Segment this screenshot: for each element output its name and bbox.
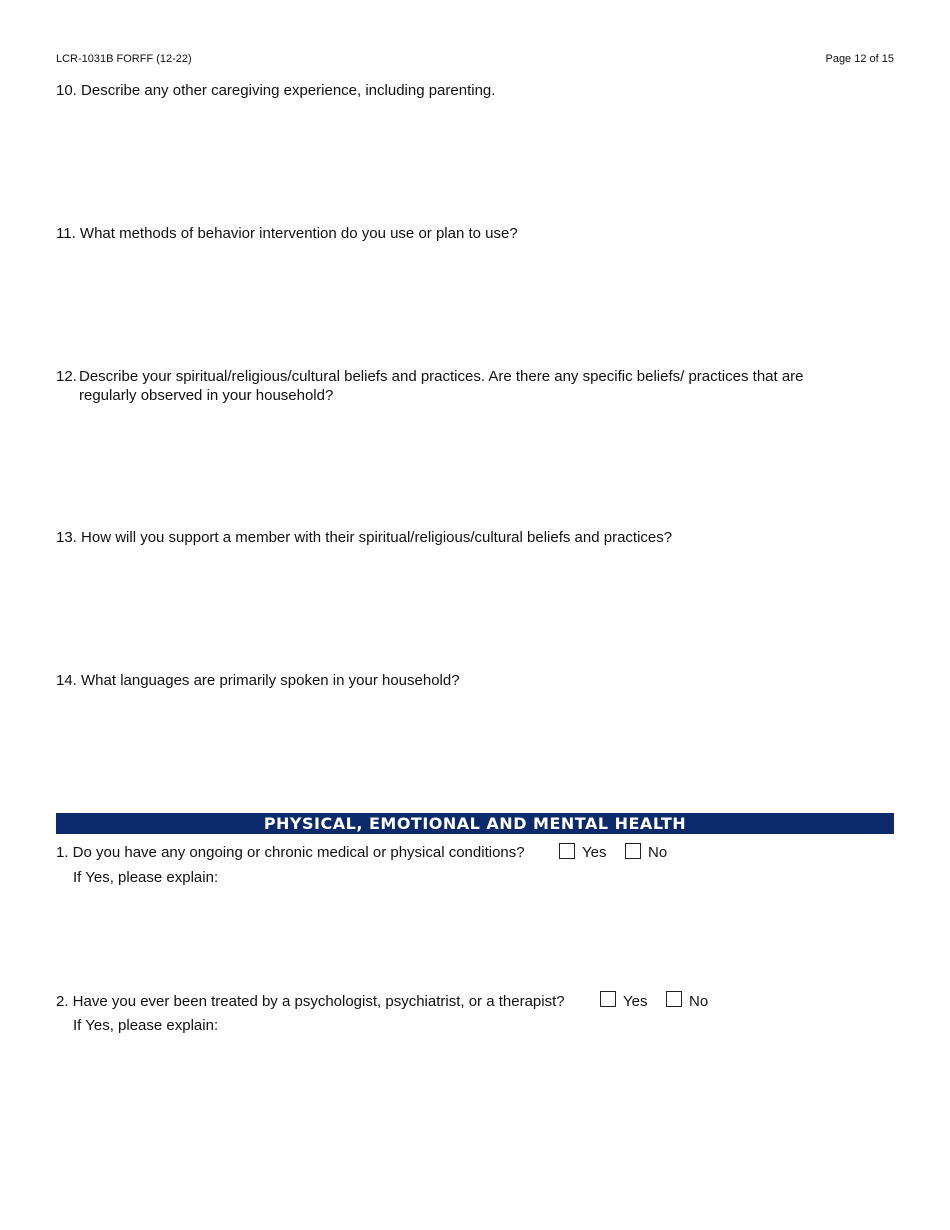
question-12-line2: regularly observed in your household? <box>79 387 334 404</box>
q1-yes-label: Yes <box>582 844 607 861</box>
q2-no-checkbox[interactable] <box>666 991 682 1007</box>
question-11: 11. What methods of behavior intervention do you use or plan to use? <box>56 225 518 242</box>
q1-yes-checkbox[interactable] <box>559 843 575 859</box>
q2-explain-label: If Yes, please explain: <box>73 1017 219 1034</box>
q1-explain-label: If Yes, please explain: <box>73 869 219 886</box>
q1-no-checkbox[interactable] <box>625 843 641 859</box>
page-number: Page 12 of 15 <box>825 53 894 65</box>
q2-yes-checkbox[interactable] <box>600 991 616 1007</box>
form-id: LCR-1031B FORFF (12-22) <box>56 53 192 65</box>
section-header: PHYSICAL, EMOTIONAL AND MENTAL HEALTH <box>56 813 894 834</box>
q2-no-label: No <box>689 993 709 1010</box>
question-10: 10. Describe any other caregiving experience, including parenting. <box>56 82 496 99</box>
question-13: 13. How will you support a member with their spiritual/religious/cultural beliefs and practices? <box>56 529 673 546</box>
question-12-line1: Describe your spiritual/religious/cultural beliefs and practices. Are there any specific beliefs/ practices that are <box>79 368 804 385</box>
health-question-2: 2. Have you ever been treated by a psychologist, psychiatrist, or a therapist? <box>56 993 565 1010</box>
question-12-number: 12. <box>56 368 77 385</box>
health-question-1: 1. Do you have any ongoing or chronic medical or physical conditions? <box>56 844 525 861</box>
question-14: 14. What languages are primarily spoken in your household? <box>56 672 460 689</box>
q1-no-label: No <box>648 844 668 861</box>
q2-yes-label: Yes <box>623 993 648 1010</box>
